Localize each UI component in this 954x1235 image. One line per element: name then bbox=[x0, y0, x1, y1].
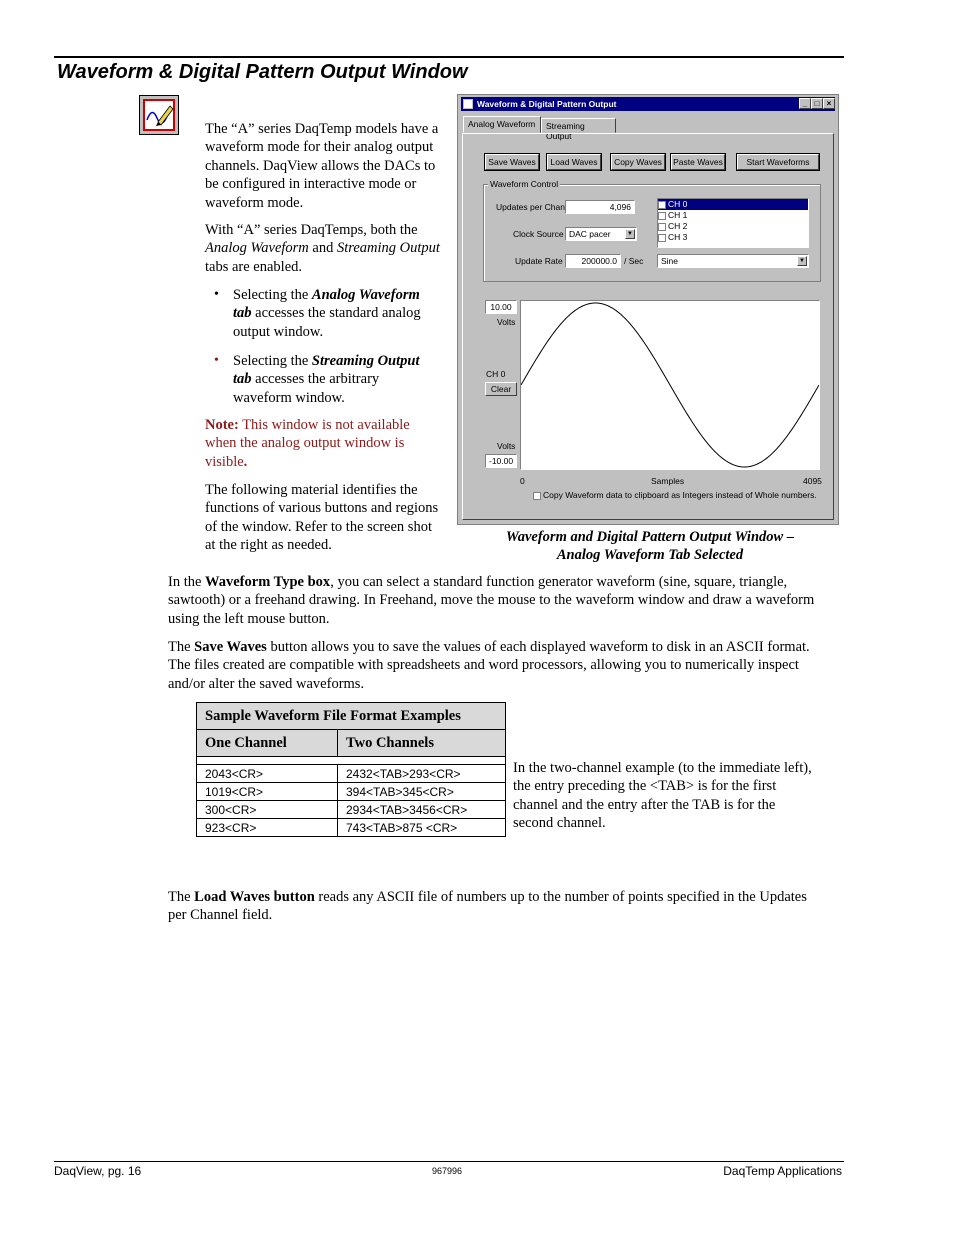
checkbox-icon[interactable]: ✓ bbox=[659, 200, 665, 208]
bullet-analog-waveform: • Selecting the Analog Waveform tab accesses the standard analog output window. bbox=[214, 287, 421, 340]
format-examples-table bbox=[196, 702, 506, 837]
page-title: Waveform & Digital Pattern Output Window bbox=[57, 61, 468, 83]
table-cell: 2934<TAB>3456<CR> bbox=[338, 801, 506, 819]
table-row bbox=[197, 819, 506, 837]
paste-waves-button[interactable]: Paste Waves bbox=[671, 154, 725, 170]
table-cell: 2043<CR> bbox=[197, 765, 338, 783]
channel-list[interactable] bbox=[657, 198, 809, 248]
intro-paragraph-1: The “A” series DaqTemp models have a waveform mode for their analog output channels. DaqView allows the DACs to be configured in interactive mode or waveform mode. bbox=[205, 121, 439, 211]
chevron-down-icon: ▼ bbox=[625, 229, 635, 239]
clock-source-label: Clock Source bbox=[513, 229, 564, 239]
top-rule bbox=[54, 56, 844, 58]
waveform-window-icon bbox=[139, 95, 179, 135]
column-header-one-channel: One Channel bbox=[197, 730, 338, 757]
table-row bbox=[197, 765, 506, 783]
y-min-input[interactable]: -10.00 bbox=[485, 454, 517, 468]
table-cell: 300<CR> bbox=[197, 801, 338, 819]
intro-paragraph-3: The following material identifies the functions of various buttons and regions of the window. Refer to the screen shot at the right as needed. bbox=[205, 482, 439, 554]
footer-center: 967996 bbox=[432, 1166, 463, 1176]
table-cell: 394<TAB>345<CR> bbox=[338, 783, 506, 801]
channel-item-3[interactable]: CH 3 bbox=[658, 232, 808, 243]
waveform-type-paragraph: In the Waveform Type box, you can select a standard function generator waveform (sine, square, triangle, sawtooth) or a freehand drawing. In Freehand, move the mouse to the waveform window and draw a waveform using the left mouse button. bbox=[168, 574, 815, 627]
window-title: Waveform & Digital Pattern Output bbox=[477, 99, 617, 109]
tab-panel bbox=[462, 133, 834, 520]
tab-analog-waveform[interactable]: Analog Waveform bbox=[463, 116, 541, 133]
clock-source-select[interactable]: DAC pacer ▼ bbox=[565, 227, 637, 241]
pencil-wave-icon bbox=[140, 96, 178, 134]
tab-streaming-output[interactable]: Streaming Output bbox=[541, 118, 616, 133]
checkbox-icon[interactable] bbox=[658, 212, 666, 220]
note-text: Note: This window is not available when the analog output window is visible. bbox=[205, 417, 410, 470]
rate-unit-label: / Sec bbox=[624, 256, 644, 266]
x-max-label: 4095 bbox=[803, 476, 822, 486]
intro-paragraph-2: With “A” series DaqTemps, both the Analog Waveform and Streaming Output tabs are enabled. bbox=[205, 222, 440, 275]
column-header-two-channels: Two Channels bbox=[338, 730, 506, 757]
x-min-label: 0 bbox=[520, 476, 525, 486]
bullet-icon: • bbox=[214, 287, 219, 302]
checkbox-icon[interactable] bbox=[533, 492, 541, 500]
volts-bottom-label: Volts bbox=[497, 441, 516, 451]
footer-rule bbox=[54, 1161, 844, 1162]
app-icon bbox=[463, 99, 473, 109]
tab-explanation-paragraph: In the two-channel example (to the immediate left), the entry preceding the <TAB> is for the first channel and the entry after the TAB is for the second channel. bbox=[513, 760, 812, 832]
close-icon[interactable]: × bbox=[823, 98, 835, 109]
volts-top-label: Volts bbox=[497, 317, 516, 327]
chevron-down-icon: ▼ bbox=[797, 256, 807, 266]
clear-button[interactable]: Clear bbox=[485, 382, 517, 396]
table-row bbox=[197, 783, 506, 801]
y-max-input[interactable]: 10.00 bbox=[485, 300, 517, 314]
channel-item-1[interactable]: CH 1 bbox=[658, 210, 808, 221]
window-titlebar bbox=[461, 97, 835, 111]
waveform-window-screenshot bbox=[457, 94, 839, 525]
table-title: Sample Waveform File Format Examples bbox=[197, 703, 506, 730]
updates-per-chan-input[interactable]: 4,096 bbox=[565, 200, 635, 214]
table-row bbox=[197, 801, 506, 819]
footer-left: DaqView, pg. 16 bbox=[54, 1164, 142, 1178]
channel-label: CH 0 bbox=[486, 369, 506, 379]
waveform-type-select[interactable]: Sine ▼ bbox=[657, 254, 809, 268]
start-waveforms-button[interactable]: Start Waveforms bbox=[737, 154, 819, 170]
bullet-streaming-output: • Selecting the Streaming Output tab accesses the arbitrary waveform window. bbox=[214, 353, 420, 406]
maximize-icon[interactable]: □ bbox=[811, 98, 823, 109]
save-waves-button[interactable]: Save Waves bbox=[485, 154, 539, 170]
caption-line-1: Waveform and Digital Pattern Output Window – bbox=[505, 529, 795, 545]
minimize-icon[interactable]: _ bbox=[799, 98, 811, 109]
waveform-plot[interactable] bbox=[520, 300, 820, 470]
figure-caption bbox=[470, 528, 830, 565]
x-axis-label: Samples bbox=[651, 476, 685, 486]
channel-item-0[interactable]: ✓ CH 0 bbox=[658, 199, 808, 210]
channel-item-2[interactable]: CH 2 bbox=[658, 221, 808, 232]
table-cell: 1019<CR> bbox=[197, 783, 338, 801]
save-waves-paragraph: The Save Waves button allows you to save the values of each displayed waveform to disk in an ASCII format. The files created are compatible with spreadsheets and word processors, allowing you to numerically inspect and/or alter the saved waveforms. bbox=[168, 639, 810, 692]
footer-right: DaqTemp Applications bbox=[723, 1164, 842, 1178]
load-waves-paragraph: The Load Waves button reads any ASCII file of numbers up to the number of points specified in the Updates per Channel field. bbox=[168, 889, 807, 924]
updates-label: Updates per Chan bbox=[496, 202, 565, 212]
bullet-icon: • bbox=[214, 353, 219, 368]
waveform-control-group bbox=[483, 179, 821, 282]
update-rate-input[interactable]: 200000.0 bbox=[565, 254, 621, 268]
checkbox-icon[interactable] bbox=[658, 234, 666, 242]
checkbox-icon[interactable] bbox=[658, 223, 666, 231]
table-cell: 743<TAB>875 <CR> bbox=[338, 819, 506, 837]
caption-line-2: Analog Waveform Tab Selected bbox=[556, 547, 744, 564]
copy-integer-checkbox[interactable]: Copy Waveform data to clipboard as Integers instead of Whole numbers. bbox=[533, 490, 817, 500]
load-waves-button[interactable]: Load Waves bbox=[547, 154, 601, 170]
update-rate-label: Update Rate bbox=[515, 256, 563, 266]
copy-waves-button[interactable]: Copy Waves bbox=[611, 154, 665, 170]
waveform-control-label: Waveform Control bbox=[490, 179, 559, 189]
series-line-ch0 bbox=[521, 303, 819, 467]
waveform-plot-svg[interactable] bbox=[521, 301, 819, 469]
table-cell: 923<CR> bbox=[197, 819, 338, 837]
table-cell: 2432<TAB>293<CR> bbox=[338, 765, 506, 783]
